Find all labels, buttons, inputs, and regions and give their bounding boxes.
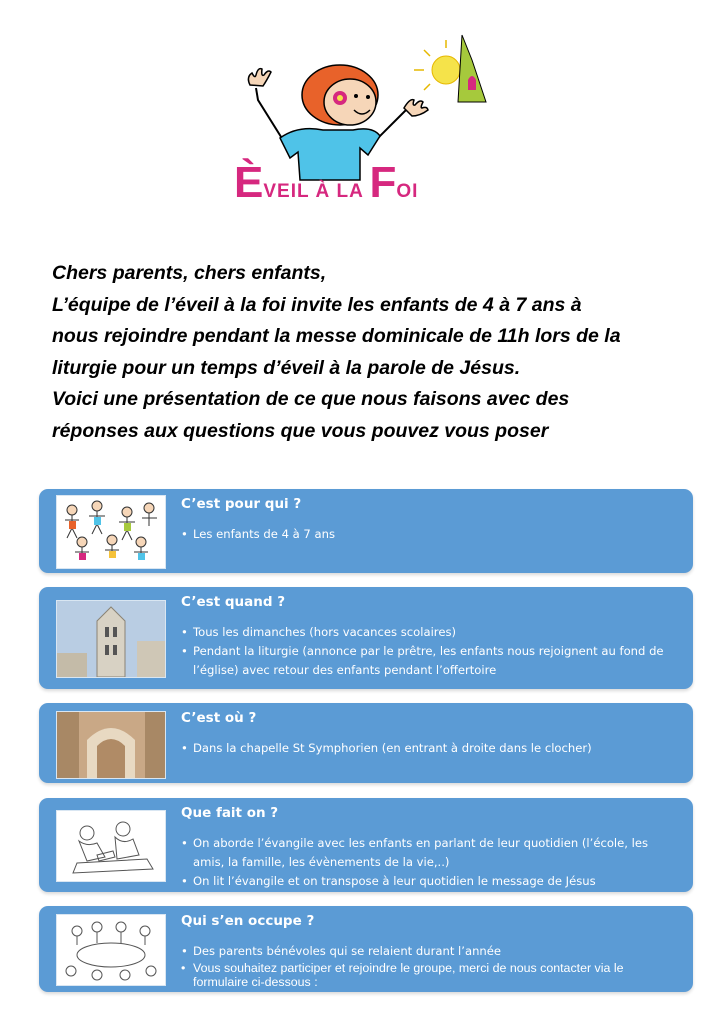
card-for-whom xyxy=(39,489,693,573)
card-list xyxy=(181,623,664,680)
children-playing-icon xyxy=(56,495,166,569)
list-item: • Des parents bénévoles qui se relaient durant l’année xyxy=(181,942,623,961)
intro-line: réponses aux questions que vous pouvez vous poser xyxy=(52,419,549,442)
logo-title: ÈVEIL À LA FOI xyxy=(234,158,419,207)
card-who xyxy=(39,906,693,992)
card-where xyxy=(39,703,693,783)
children-reading-icon xyxy=(56,810,166,882)
list-item: • Les enfants de 4 à 7 ans xyxy=(181,525,335,544)
card-list xyxy=(181,525,335,544)
intro-line: nous rejoindre pendant la messe dominicale de 11h lors de la xyxy=(52,325,621,347)
card-list xyxy=(181,739,592,758)
list-item-continuation: l’église) avec retour des enfants pendant l’offertoire xyxy=(193,663,497,677)
card-when xyxy=(39,587,693,689)
card-what xyxy=(39,798,693,892)
intro-line: liturgie pour un temps d’éveil à la parole de Jésus. xyxy=(52,356,521,379)
intro-line: Chers parents, chers enfants, xyxy=(52,262,327,284)
card-title: Que fait on ? xyxy=(181,805,279,821)
list-item: • Pendant la liturgie (annonce par le prêtre, les enfants nous rejoignent au fond de xyxy=(181,642,664,661)
list-item: • Vous souhaitez participer et rejoindre le groupe, merci de nous contacter via le xyxy=(181,961,623,975)
card-list xyxy=(181,942,623,989)
list-item: • Dans la chapelle St Symphorien (en entrant à droite dans le clocher) xyxy=(181,739,592,758)
list-item: • On lit l’évangile et on transpose à leur quotidien le message de Jésus xyxy=(181,872,648,891)
list-item: • Tous les dimanches (hors vacances scolaires) xyxy=(181,623,664,642)
card-list xyxy=(181,834,648,891)
chapel-interior-icon xyxy=(56,711,166,779)
card-title: C’est quand ? xyxy=(181,594,286,610)
group-table-icon xyxy=(56,914,166,986)
intro-line: L’équipe de l’éveil à la foi invite les enfants de 4 à 7 ans à xyxy=(52,293,582,316)
list-item-continuation: amis, la famille, les évènements de la vie,..) xyxy=(193,855,450,869)
intro-text xyxy=(52,258,692,447)
church-tower-icon xyxy=(56,600,166,678)
card-title: C’est où ? xyxy=(181,710,257,726)
intro-line: Voici une présentation de ce que nous faisons avec des xyxy=(52,388,570,410)
card-title: Qui s’en occupe ? xyxy=(181,913,315,929)
card-title: C’est pour qui ? xyxy=(181,496,302,512)
list-item: • On aborde l’évangile avec les enfants en parlant de leur quotidien (l’école, les xyxy=(181,834,648,853)
list-item-continuation: formulaire ci-dessous : xyxy=(193,975,318,989)
